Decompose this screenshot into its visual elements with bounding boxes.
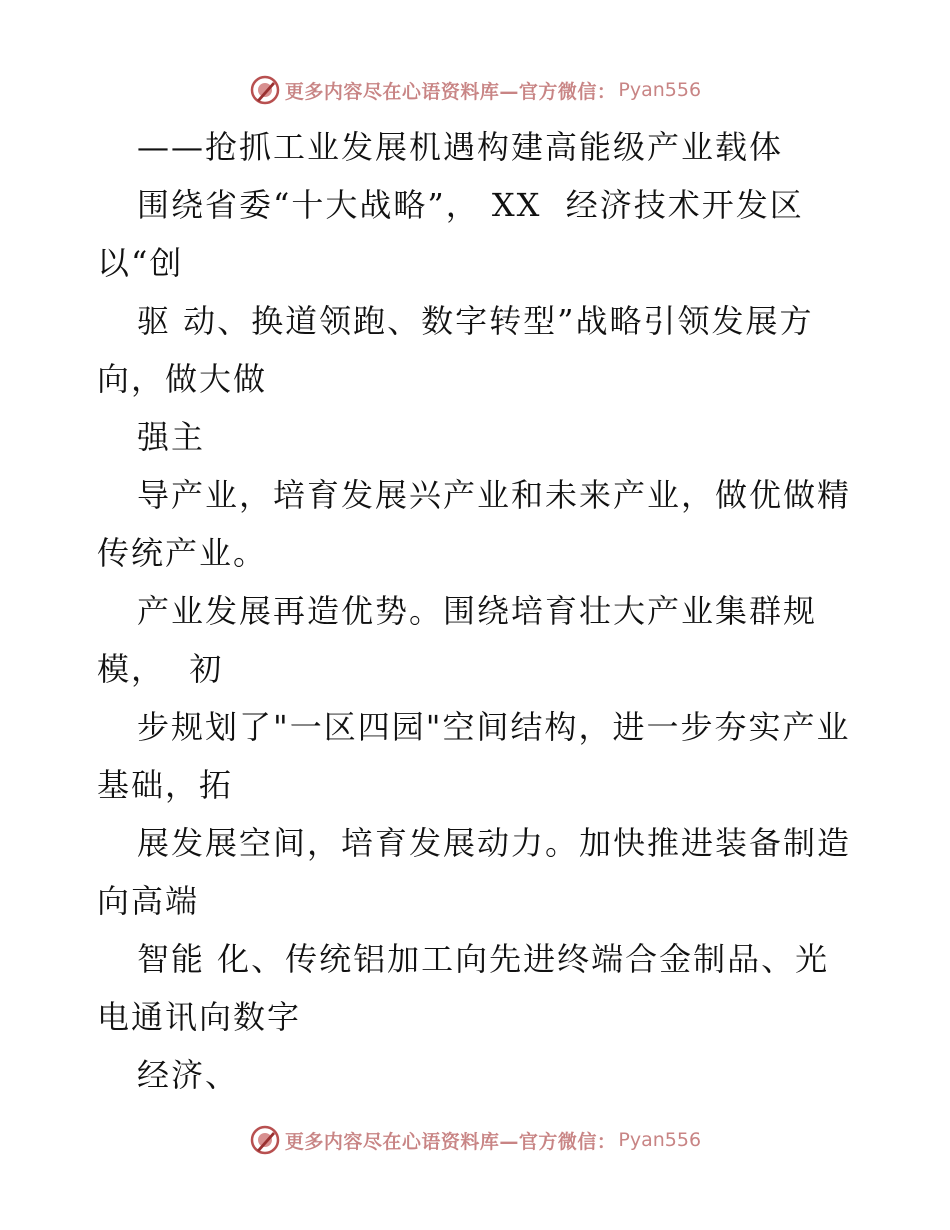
text-line: 强主: [137, 418, 206, 456]
text-line: 以“创: [97, 244, 184, 282]
text-line: 展发展空间，培育发展动力。加快推进装备制造: [137, 824, 852, 862]
text-line: 传统产业。: [97, 534, 268, 572]
text-line: ——抢抓工业发展机遇构建高能级产业载体: [137, 128, 784, 166]
text-line: 导产业，培育发展兴产业和未来产业，做优做精: [137, 476, 852, 514]
text-line: 模， 初: [97, 650, 224, 688]
text-line: 步规划了"一区四园"空间结构，进一步夯实产业: [137, 708, 851, 746]
watermark-footer: [0, 1120, 950, 1160]
watermark-text: 更多内容尽在心语资料库—官方微信：: [284, 1130, 617, 1153]
watermark-wechat-id: Pyan556: [618, 1129, 702, 1151]
text-line: 经济、: [137, 1056, 240, 1094]
text-line: 围绕省委“十大战略”， XX 经济技术开发区: [137, 186, 804, 224]
text-line: 智能 化、传统铝加工向先进终端合金制品、光: [137, 940, 830, 978]
text-line: 向高端: [97, 882, 200, 920]
watermark-header: [0, 70, 950, 110]
text-line: 产业发展再造优势。围绕培育壮大产业集群规: [137, 592, 818, 630]
pen-logo-icon: [249, 74, 281, 106]
pen-logo-icon: [249, 1124, 281, 1156]
watermark-wechat-id: Pyan556: [618, 79, 702, 101]
text-line: 基础，拓: [97, 766, 234, 804]
text-line: 驱 动、换道领跑、数字转型”战略引领发展方: [137, 302, 814, 340]
document-body: [97, 118, 887, 1104]
text-line: 电通讯向数字: [97, 998, 302, 1036]
watermark-text: 更多内容尽在心语资料库—官方微信：: [284, 80, 617, 103]
text-line: 向，做大做: [97, 360, 268, 398]
